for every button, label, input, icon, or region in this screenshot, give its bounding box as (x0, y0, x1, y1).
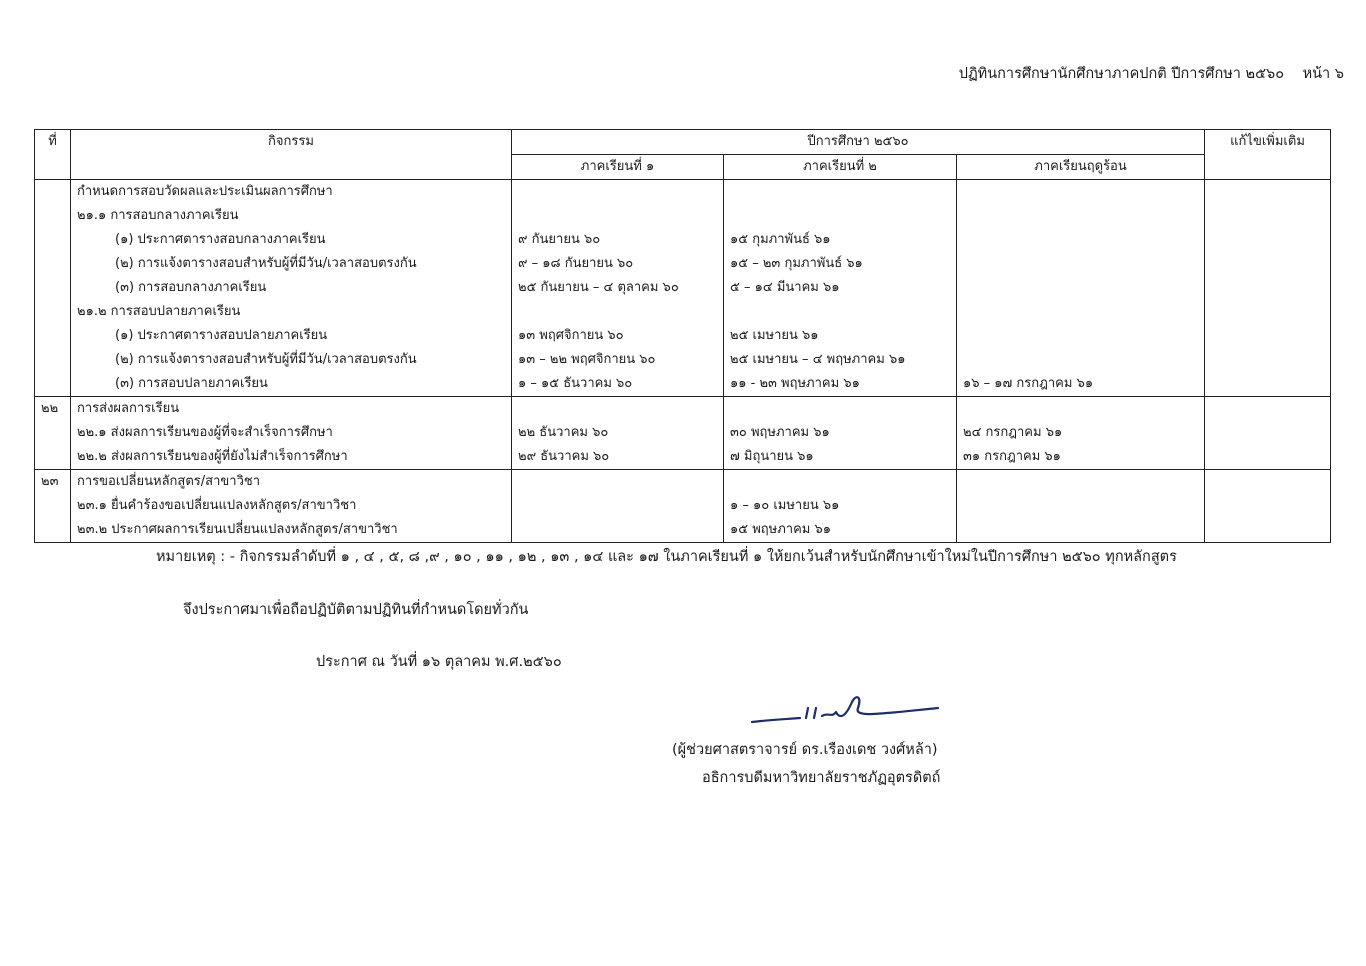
row-summer: ๑๖ – ๑๗ กรกฎาคม ๖๑ (957, 372, 1205, 397)
row-no (35, 421, 71, 445)
row-activity: (๓) การสอบปลายภาคเรียน (71, 372, 512, 397)
table-row (35, 252, 1331, 276)
row-sem1 (512, 204, 724, 228)
row-sem1: ๒๕ กันยายน – ๔ ตุลาคม ๖๐ (512, 276, 724, 300)
row-sem2: ๑๕ พฤษภาคม ๖๑ (724, 518, 957, 543)
row-activity: (๑) ประกาศตารางสอบกลางภาคเรียน (71, 228, 512, 252)
row-summer (957, 397, 1205, 422)
column-header-summer: ภาคเรียนฤดูร้อน (957, 155, 1205, 180)
row-sem2: ๒๕ เมษายน ๖๑ (724, 324, 957, 348)
remark-note: หมายเหตุ : - กิจกรรมลำดับที่ ๑ , ๔ , ๕, ๘ ,๙ , ๑๐ , ๑๑ , ๑๒ , ๑๓ , ๑๔ และ ๑๗ ในภาคเรียนที่ ๑ ให้ยกเว้นสำหรับนักศึกษาเข้าใหม่ในปีการศึกษา ๒๕๖๐ ทุกหลักสูตร (156, 549, 1177, 565)
row-summer (957, 180, 1205, 205)
row-no (35, 324, 71, 348)
row-sem2: ๕ – ๑๔ มีนาคม ๖๑ (724, 276, 957, 300)
row-amend (1205, 372, 1331, 397)
row-sem2: ๑๕ – ๒๓ กุมภาพันธ์ ๖๑ (724, 252, 957, 276)
row-summer (957, 276, 1205, 300)
row-sem2: ๑ – ๑๐ เมษายน ๖๑ (724, 494, 957, 518)
row-sem1: ๑๓ – ๒๒ พฤศจิกายน ๖๐ (512, 348, 724, 372)
row-activity: (๒) การแจ้งตารางสอบสำหรับผู้ที่มีวัน/เวลาสอบตรงกัน (71, 252, 512, 276)
row-no (35, 348, 71, 372)
row-no (35, 300, 71, 324)
row-no (35, 180, 71, 205)
row-sem2: ๑๑ - ๒๓ พฤษภาคม ๖๑ (724, 372, 957, 397)
row-sem2 (724, 204, 957, 228)
table-row (35, 180, 1331, 205)
row-amend (1205, 518, 1331, 543)
row-amend (1205, 494, 1331, 518)
table-row (35, 228, 1331, 252)
row-activity: ๒๓.๒ ประกาศผลการเรียนเปลี่ยนแปลงหลักสูตร/สาขาวิชา (71, 518, 512, 543)
row-amend (1205, 180, 1331, 205)
row-amend (1205, 470, 1331, 495)
table-row (35, 470, 1331, 495)
table-row (35, 494, 1331, 518)
row-amend (1205, 397, 1331, 422)
row-amend (1205, 300, 1331, 324)
row-sem1 (512, 470, 724, 495)
row-amend (1205, 421, 1331, 445)
row-no (35, 445, 71, 470)
row-sem1: ๙ กันยายน ๖๐ (512, 228, 724, 252)
row-sem2 (724, 180, 957, 205)
table-row (35, 372, 1331, 397)
row-activity: การส่งผลการเรียน (71, 397, 512, 422)
row-sem1: ๙ – ๑๘ กันยายน ๖๐ (512, 252, 724, 276)
row-amend (1205, 348, 1331, 372)
row-sem2 (724, 397, 957, 422)
row-summer (957, 204, 1205, 228)
row-amend (1205, 204, 1331, 228)
row-activity: (๒) การแจ้งตารางสอบสำหรับผู้ที่มีวัน/เวลาสอบตรงกัน (71, 348, 512, 372)
row-sem2 (724, 300, 957, 324)
row-summer (957, 348, 1205, 372)
page-header (959, 62, 1344, 85)
calendar-title: ปฏิทินการศึกษานักศึกษาภาคปกติ ปีการศึกษา ๒๕๖๐ (958, 66, 1285, 82)
row-amend (1205, 445, 1331, 470)
row-sem1 (512, 494, 724, 518)
announcement-date: ประกาศ ณ วันที่ ๑๖ ตุลาคม พ.ศ.๒๕๖๐ (316, 654, 562, 670)
table-row (35, 445, 1331, 470)
column-header-sem2: ภาคเรียนที่ ๒ (724, 155, 957, 180)
row-summer (957, 300, 1205, 324)
row-sem1: ๑ – ๑๕ ธันวาคม ๖๐ (512, 372, 724, 397)
row-summer (957, 494, 1205, 518)
column-header-no: ที่ (35, 130, 71, 180)
row-sem1: ๑๓ พฤศจิกายน ๖๐ (512, 324, 724, 348)
row-activity: ๒๒.๑ ส่งผลการเรียนของผู้ที่จะสำเร็จการศึกษา (71, 421, 512, 445)
row-sem2: ๑๕ กุมภาพันธ์ ๖๑ (724, 228, 957, 252)
row-summer: ๓๑ กรกฎาคม ๖๑ (957, 445, 1205, 470)
row-activity: ๒๓.๑ ยื่นคำร้องขอเปลี่ยนแปลงหลักสูตร/สาขาวิชา (71, 494, 512, 518)
row-sem2: ๓๐ พฤษภาคม ๖๑ (724, 421, 957, 445)
row-sem2: ๒๕ เมษายน – ๔ พฤษภาคม ๖๑ (724, 348, 957, 372)
academic-calendar-table (34, 129, 1331, 543)
table-row (35, 300, 1331, 324)
row-amend (1205, 276, 1331, 300)
row-sem1: ๒๒ ธันวาคม ๖๐ (512, 421, 724, 445)
announcement-text: จึงประกาศมาเพื่อถือปฏิบัติตามปฏิทินที่กำหนดโดยทั่วกัน (183, 602, 529, 618)
row-summer (957, 324, 1205, 348)
signature-image (748, 688, 948, 734)
row-no (35, 518, 71, 543)
row-sem1: ๒๙ ธันวาคม ๖๐ (512, 445, 724, 470)
row-amend (1205, 252, 1331, 276)
table-row (35, 421, 1331, 445)
column-header-activity: กิจกรรม (71, 130, 512, 180)
row-activity: ๒๑.๑ การสอบกลางภาคเรียน (71, 204, 512, 228)
row-activity: การขอเปลี่ยนหลักสูตร/สาขาวิชา (71, 470, 512, 495)
page-number: หน้า ๖ (1302, 66, 1344, 82)
row-sem1 (512, 397, 724, 422)
table-row (35, 204, 1331, 228)
row-sem1 (512, 180, 724, 205)
signatory-name: (ผู้ช่วยศาสตราจารย์ ดร.เรืองเดช วงศ์หล้า) (672, 742, 938, 758)
row-no (35, 276, 71, 300)
row-summer (957, 470, 1205, 495)
signatory-position: อธิการบดีมหาวิทยาลัยราชภัฏอุตรดิตถ์ (702, 770, 941, 786)
row-no: ๒๓ (35, 470, 71, 495)
row-activity: กำหนดการสอบวัดผลและประเมินผลการศึกษา (71, 180, 512, 205)
table-row (35, 324, 1331, 348)
row-summer: ๒๔ กรกฎาคม ๖๑ (957, 421, 1205, 445)
row-no (35, 372, 71, 397)
row-activity: ๒๒.๒ ส่งผลการเรียนของผู้ที่ยังไม่สำเร็จการศึกษา (71, 445, 512, 470)
row-sem1 (512, 300, 724, 324)
row-amend (1205, 324, 1331, 348)
row-no (35, 204, 71, 228)
row-no (35, 494, 71, 518)
table-row (35, 518, 1331, 543)
column-header-amend: แก้ไขเพิ่มเติม (1205, 130, 1331, 180)
row-activity: (๑) ประกาศตารางสอบปลายภาคเรียน (71, 324, 512, 348)
row-no (35, 252, 71, 276)
row-no: ๒๒ (35, 397, 71, 422)
table-row (35, 276, 1331, 300)
row-summer (957, 518, 1205, 543)
row-activity: ๒๑.๒ การสอบปลายภาคเรียน (71, 300, 512, 324)
row-sem2: ๗ มิถุนายน ๖๑ (724, 445, 957, 470)
row-sem1 (512, 518, 724, 543)
column-header-year: ปีการศึกษา ๒๕๖๐ (512, 130, 1205, 155)
row-amend (1205, 228, 1331, 252)
row-summer (957, 252, 1205, 276)
row-sem2 (724, 470, 957, 495)
row-summer (957, 228, 1205, 252)
table-row (35, 397, 1331, 422)
row-no (35, 228, 71, 252)
column-header-sem1: ภาคเรียนที่ ๑ (512, 155, 724, 180)
row-activity: (๓) การสอบกลางภาคเรียน (71, 276, 512, 300)
table-row (35, 348, 1331, 372)
